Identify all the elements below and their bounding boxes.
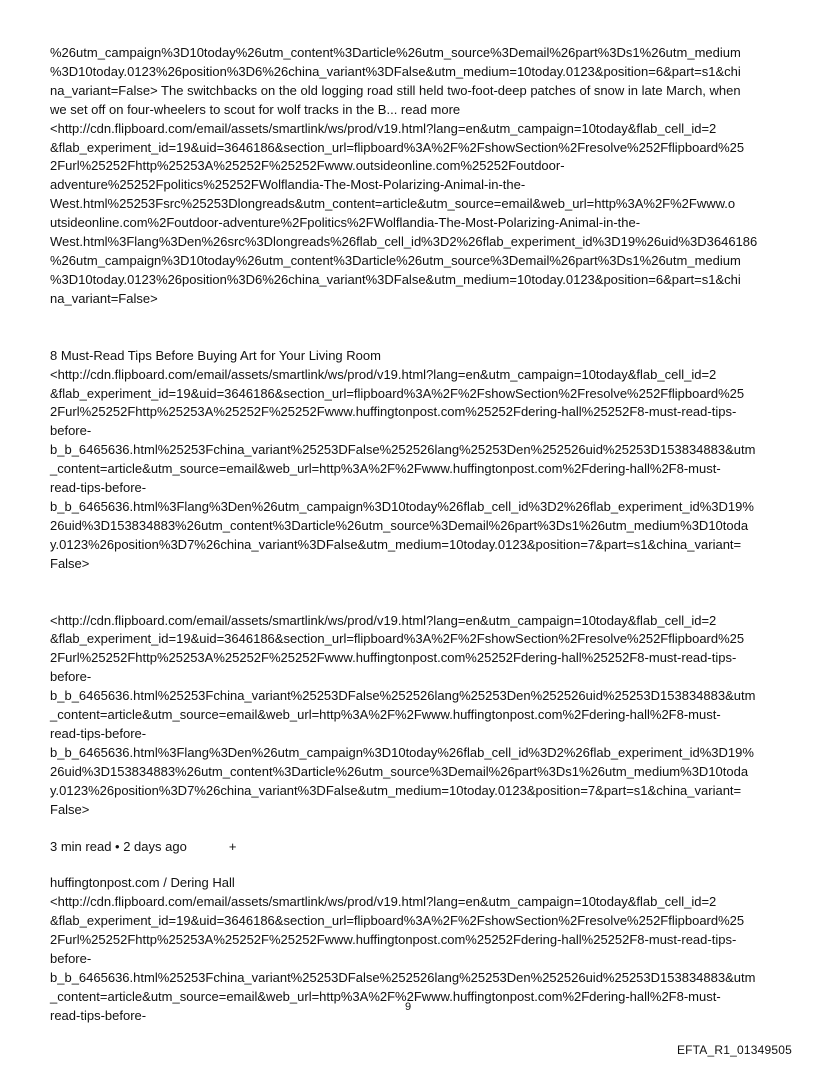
spacer (50, 309, 770, 347)
outside-article-tail: %26utm_campaign%3D10today%26utm_content%3Darticle%26utm_source%3Demail%26part%3Ds1%26utm_medium %3D10today.0123%26position%3D6%26china_variant%3DFalse&utm_medium=10today.0123&position=6&part=s1&chi na_variant=False> The switchbacks on the old logging road still held two-foot-deep patches of snow in late March, when we set off on four-wheelers to scout for wolf tracks in the B... read more <http://cdn.flipboard.com/email/assets/smartlink/ws/prod/v19.html?lang=en&utm_campaign=10today&flab_cell_id=2 &flab_experiment_id=19&uid=3646186&section_url=flipboard%3A%2F%2FshowSection%2Fresolve%252Fflipboard%25 2Furl%25252Fhttp%25253A%25252F%25252Fwww.outsideonline.com%25252Foutdoor- adventure%25252Fpolitics%25252FWolflandia-The-Most-Polarizing-Animal-in-the- West.html%25253Fsrc%25253Dlongreads&utm_content=article&utm_source=email&web_url=http%3A%2F%2Fwww.o utsideonline.com%2Foutdoor-adventure%2Fpolitics%2FWolflandia-The-Most-Polarizing-Animal-in-the- West.html%3Flang%3Den%26src%3Dlongreads%26flab_cell_id%3D2%26flab_experiment_id%3D19%26uid%3D3646186 %26utm_campaign%3D10today%26utm_content%3Darticle%26utm_source%3Demail%26part%3Ds1%26utm_medium %3D10today.0123%26position%3D6%26china_variant%3DFalse&utm_medium=10today.0123&position=6&part=s1&chi na_variant=False> (50, 45, 758, 306)
article-source: huffingtonpost.com / Dering Hall (50, 875, 235, 891)
article-link[interactable]: <http://cdn.flipboard.com/email/assets/smartlink/ws/prod/v19.html?lang=en&utm_campaign=10today&flab_cell_id=2 &flab_experiment_id=19&uid=3646186&section_url=flipboard%3A%2F%2FshowSection%2Fresolve%252Fflipboard%25 2Furl%25252Fhttp%25253A%25252F%25252Fwww.huffingtonpost.com%25252Fdering-hall%25252F8-must-read-tips- before- b_b_6465636.html%25253Fchina_variant%25253DFalse%252526lang%25253Den%252526uid%25253D153834883&utm _content=article&utm_source=email&web_url=http%3A%2F%2Fwww.huffingtonpost.com%2Fdering-hall%2F8-must- read-tips-before- b_b_6465636.html%3Flang%3Den%26utm_campaign%3D10today%26flab_cell_id%3D2%26flab_experiment_id%3D19% 26uid%3D153834883%26utm_content%3Darticle%26utm_source%3Demail%26part%3Ds1%26utm_medium%3D10toda y.0123%26position%3D7%26china_variant%3DFalse&utm_medium=10today.0123&position=7&part=s1&china_variant= False> (50, 612, 756, 817)
email-body (50, 44, 770, 1026)
article-link[interactable]: <http://cdn.flipboard.com/email/assets/smartlink/ws/prod/v19.html?lang=en&utm_campaign=10today&flab_cell_id=2 &flab_experiment_id=19&uid=3646186&section_url=flipboard%3A%2F%2FshowSection%2Fresolve%252Fflipboard%25 2Furl%25252Fhttp%25253A%25252F%25252Fwww.huffingtonpost.com%25252Fdering-hall%25252F8-must-read-tips- before- b_b_6465636.html%25253Fchina_variant%25253DFalse%252526lang%25253Den%252526uid%25253D153834883&utm _content=article&utm_source=email&web_url=http%3A%2F%2Fwww.huffingtonpost.com%2Fdering-hall%2F8-must- read-tips-before- b_b_6465636.html%3Flang%3Den%26utm_campaign%3D10today%26flab_cell_id%3D2%26flab_experiment_id%3D19% 26uid%3D153834883%26utm_content%3Darticle%26utm_source%3Demail%26part%3Ds1%26utm_medium%3D10toda y.0123%26position%3D7%26china_variant%3DFalse&utm_medium=10today.0123&position=7&part=s1&china_variant= False> (50, 366, 756, 571)
article-title: 8 Must-Read Tips Before Buying Art for Your Living Room (50, 347, 381, 363)
spacer (50, 820, 770, 838)
plus-icon[interactable]: + (228, 838, 237, 854)
read-time: 3 min read • 2 days ago (50, 838, 187, 854)
article-meta (50, 838, 770, 857)
page-number: 9 (404, 1001, 412, 1013)
spacer (50, 574, 770, 612)
article-link[interactable]: <http://cdn.flipboard.com/email/assets/smartlink/ws/prod/v19.html?lang=en&utm_campaign=10today&flab_cell_id=2 &flab_experiment_id=19&uid=3646186&section_url=flipboard%3A%2F%2FshowSection%2Fresolve%252Fflipboard%25 2Furl%25252Fhttp%25253A%25252F%25252Fwww.huffingtonpost.com%25252Fdering-hall%25252F8-must-read-tips- before- b_b_6465636.html%25253Fchina_variant%25253DFalse%252526lang%25253Den%252526uid%25253D153834883&utm _content=article&utm_source=email&web_url=http%3A%2F%2Fwww.huffingtonpost.com%2Fdering-hall%2F8-must- read-tips-before- (50, 894, 756, 1023)
document-id: EFTA_R1_01349505 (676, 1043, 792, 1057)
spacer (50, 856, 770, 874)
